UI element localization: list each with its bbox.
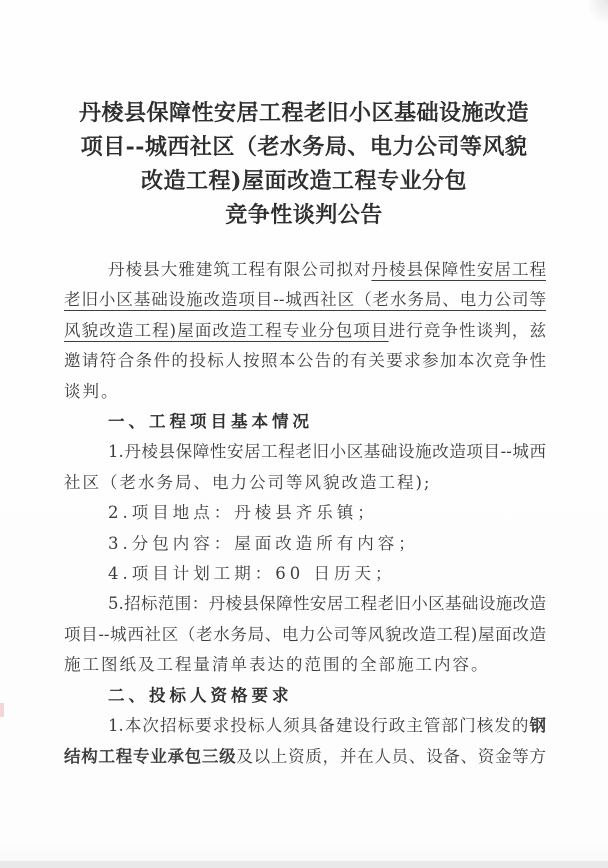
qualification-bold-part-2: 结构工程专业承包三级: [64, 746, 237, 766]
section-1-item-5-line-3: 施工图纸及工程量清单表达的范围的全部施工内容。: [64, 655, 490, 675]
section-2-item-1-line-1: [64, 711, 546, 741]
requirement-plain-text: 1.本次招标要求投标人须具备建设行政主管部门核发的: [108, 716, 530, 736]
scan-bottom-edge: [0, 861, 608, 868]
project-name-underlined-part-2: 老旧小区基础设施改造项目--城西社区（老水务局、电力公司等: [64, 290, 546, 310]
intro-paragraph-line-2: [64, 285, 546, 315]
title-line-1: 丹棱县保障性安居工程老旧小区基础设施改造: [78, 100, 529, 126]
section-1-item-4: 4.项目计划工期：60 日历天；: [108, 564, 396, 584]
intro-paragraph-line-4: 邀请符合条件的投标人按照本公告的有关要求参加本次竞争性: [64, 351, 546, 371]
intro-plain-text: 丹棱县大雅建筑工程有限公司拟对: [108, 260, 372, 279]
announcement-title: [40, 96, 568, 232]
intro-paragraph-line-5: 谈判。: [64, 381, 120, 401]
section-1-item-3: 3.分包内容：屋面改造所有内容；: [108, 533, 419, 553]
document-body: [64, 255, 546, 772]
scan-pink-artifact: [0, 703, 4, 717]
title-line-4: 竞争性谈判公告: [225, 202, 383, 228]
intro-continuation-text: 进行竞争性谈判，兹: [388, 320, 547, 340]
section-1-item-5-line-1: 5.招标范围：丹棱县保障性安居工程老旧小区基础设施改造: [108, 594, 546, 614]
section-2-item-1-line-2: [64, 742, 546, 772]
title-line-2: 项目--城西社区（老水务局、电力公司等风貌: [80, 134, 528, 160]
section-1-item-1-line-1: 1.丹棱县保障性安居工程老旧小区基础设施改造项目--城西: [108, 442, 546, 462]
project-name-underlined-part-3: 风貌改造工程)屋面改造工程专业分包项目: [64, 320, 389, 340]
intro-paragraph-line-1: [64, 255, 546, 285]
project-name-underlined-part-1: 丹棱县保障性安居工程: [371, 260, 546, 279]
section-1-item-5-line-2: 项目--城西社区（老水务局、电力公司等风貌改造工程)屋面改造: [64, 624, 546, 644]
section-2-heading: 二、投标人资格要求: [108, 685, 293, 705]
section-1-item-2: 2.项目地点：丹棱县齐乐镇；: [108, 503, 378, 523]
intro-paragraph-line-3: [64, 316, 546, 346]
title-line-3: 改造工程)屋面改造工程专业分包: [141, 168, 467, 194]
section-1-heading: 一、工程项目基本情况: [108, 412, 313, 432]
requirement-continuation-text: 及以上资质，并在人员、设备、资金等方: [236, 746, 547, 766]
qualification-bold-part-1: 钢: [529, 716, 546, 736]
section-1-item-1-line-2: 社区（老水务局、电力公司等风貌改造工程);: [64, 472, 432, 492]
scan-smudge-artifact: [586, 0, 608, 26]
